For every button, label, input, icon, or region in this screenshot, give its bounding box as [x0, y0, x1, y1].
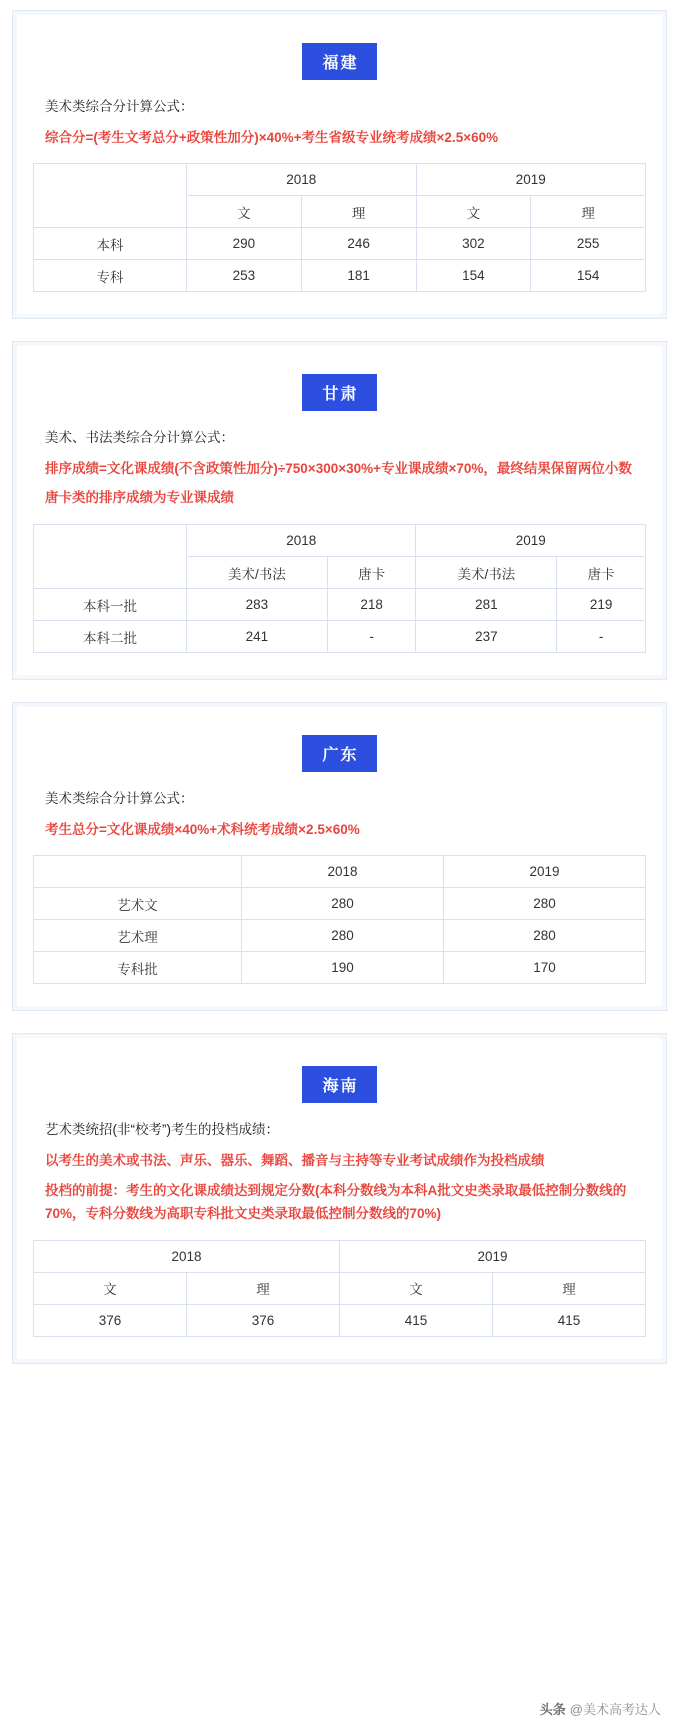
- formula-line: 排序成绩=文化课成绩(不含政策性加分)÷750×300×30%+专业课成绩×70%，最终结果保留两位小数: [45, 460, 632, 476]
- score-cell: 283: [187, 589, 328, 621]
- year-header: 2018: [242, 856, 444, 888]
- score-cell: 218: [327, 589, 416, 621]
- year-header: 2018: [187, 525, 416, 557]
- table-row: [34, 589, 646, 621]
- table-row: [34, 888, 646, 920]
- watermark-source: 头条: [539, 1702, 566, 1717]
- sub-header: 理: [187, 1272, 340, 1304]
- table-row: [34, 1272, 646, 1304]
- sub-header: 文: [416, 196, 531, 228]
- province-card-gansu: [12, 341, 667, 680]
- score-cell: 170: [444, 952, 646, 984]
- table-row: [34, 228, 646, 260]
- score-cell: 281: [416, 589, 557, 621]
- table-row: [34, 260, 646, 292]
- score-table: [33, 855, 646, 984]
- row-label: 本科一批: [34, 589, 187, 621]
- sub-header: 理: [493, 1272, 646, 1304]
- province-card-fujian: [12, 10, 667, 319]
- score-cell: 219: [557, 589, 646, 621]
- table-row: [34, 952, 646, 984]
- row-label: 艺术理: [34, 920, 242, 952]
- score-cell: 302: [416, 228, 531, 260]
- watermark-account: @美术高考达人: [569, 1702, 661, 1717]
- score-cell: 237: [416, 621, 557, 653]
- score-cell: 246: [301, 228, 416, 260]
- score-cell: 190: [242, 952, 444, 984]
- province-badge: 海南: [302, 1066, 376, 1103]
- score-cell: 241: [187, 621, 328, 653]
- province-badge: 福建: [302, 43, 376, 80]
- corner-cell: [34, 525, 187, 589]
- row-label: 专科: [34, 260, 187, 292]
- score-cell: -: [327, 621, 416, 653]
- score-cell: 290: [187, 228, 302, 260]
- badge-wrap: [33, 735, 646, 772]
- score-cell: 280: [242, 920, 444, 952]
- formula-line: 考生总分=文化课成绩×40%+术科统考成绩×2.5×60%: [45, 821, 360, 837]
- province-card-hainan: [12, 1033, 667, 1363]
- row-label: 专科批: [34, 952, 242, 984]
- formula-line: 投档的前提：考生的文化课成绩达到规定分数(本科分数线为本科A批文史类录取最低控制分数线的70%，专科分数线为高职专科批文史类录取最低控制分数线的70%): [45, 1182, 627, 1222]
- year-header: 2019: [444, 856, 646, 888]
- score-table: [33, 524, 646, 653]
- table-row: [34, 1240, 646, 1272]
- score-cell: 280: [242, 888, 444, 920]
- province-badge: 甘肃: [302, 374, 376, 411]
- corner-cell: [34, 856, 242, 888]
- year-header: 2018: [187, 164, 417, 196]
- score-cell: 415: [493, 1304, 646, 1336]
- score-cell: 154: [416, 260, 531, 292]
- score-cell: 376: [187, 1304, 340, 1336]
- table-row: [34, 1304, 646, 1336]
- score-cell: -: [557, 621, 646, 653]
- table-row: [34, 856, 646, 888]
- badge-wrap: [33, 1066, 646, 1103]
- score-cell: 154: [531, 260, 646, 292]
- year-header: 2019: [416, 164, 646, 196]
- formula-line: 以考生的美术或书法、声乐、器乐、舞蹈、播音与主持等专业考试成绩作为投档成绩: [45, 1152, 545, 1168]
- sub-header: 文: [187, 196, 302, 228]
- score-cell: 415: [340, 1304, 493, 1336]
- province-badge: 广东: [302, 735, 376, 772]
- formula-line: 唐卡类的排序成绩为专业课成绩: [45, 490, 234, 506]
- sub-header: 理: [301, 196, 416, 228]
- formula-heading: 美术类综合分计算公式：: [45, 791, 194, 807]
- year-header: 2019: [340, 1240, 646, 1272]
- formula-line: 综合分=(考生文考总分+政策性加分)×40%+考生省级专业统考成绩×2.5×60%: [45, 129, 499, 145]
- formula-heading: 美术、书法类综合分计算公式：: [45, 430, 234, 446]
- sub-header: 文: [34, 1272, 187, 1304]
- formula-heading: 艺术类统招(非“校考”)考生的投档成绩：: [45, 1122, 279, 1138]
- province-card-guangdong: [12, 702, 667, 1011]
- corner-cell: [34, 164, 187, 228]
- sub-header: 理: [531, 196, 646, 228]
- score-cell: 253: [187, 260, 302, 292]
- sub-header: 唐卡: [557, 557, 646, 589]
- score-table: [33, 163, 646, 292]
- score-cell: 280: [444, 888, 646, 920]
- score-cell: 181: [301, 260, 416, 292]
- sub-header: 美术/书法: [416, 557, 557, 589]
- sub-header: 唐卡: [327, 557, 416, 589]
- score-cell: 255: [531, 228, 646, 260]
- badge-wrap: [33, 374, 646, 411]
- row-label: 本科二批: [34, 621, 187, 653]
- score-cell: 376: [34, 1304, 187, 1336]
- score-cell: 280: [444, 920, 646, 952]
- formula-heading: 美术类综合分计算公式：: [45, 99, 194, 114]
- sub-header: 文: [340, 1272, 493, 1304]
- watermark: [540, 1699, 661, 1718]
- score-table: [33, 1240, 646, 1337]
- row-label: 艺术文: [34, 888, 242, 920]
- year-header: 2019: [416, 525, 646, 557]
- table-row: [34, 621, 646, 653]
- row-label: 本科: [34, 228, 187, 260]
- year-header: 2018: [34, 1240, 340, 1272]
- badge-wrap: [33, 43, 646, 80]
- table-row: [34, 164, 646, 196]
- sub-header: 美术/书法: [187, 557, 328, 589]
- table-row: [34, 525, 646, 557]
- table-row: [34, 920, 646, 952]
